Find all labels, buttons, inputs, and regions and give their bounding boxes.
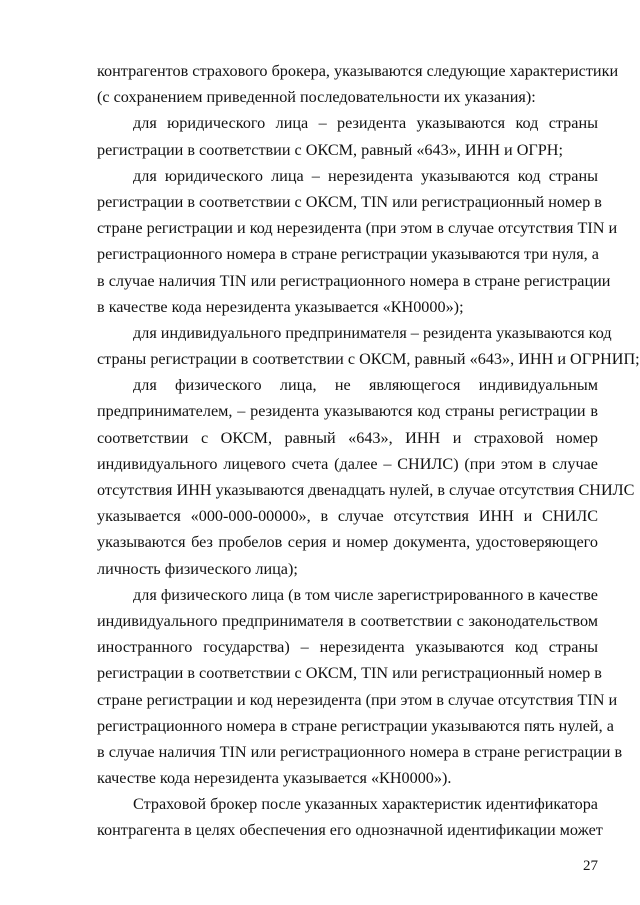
text-line: регистрации в соответствии с ОКСМ, TIN или регистрационный номер в [97,192,602,211]
text-line: регистрационного номера в стране регистрации указываются три нуля, а [97,245,599,264]
text-line: соответствии с ОКСМ, равный «643», ИНН и страховой номер [97,428,598,447]
text-line: иностранного государства) – нерезидента указываются код страны [97,638,598,657]
text-line: регистрации в соответствии с ОКСМ, равный «643», ИНН и ОГРН; [97,140,563,159]
text-line: контрагента в целях обеспечения его однозначной идентификации может [97,821,603,840]
text-line: качестве кода нерезидента указывается «КН0000»). [97,769,452,788]
paragraph-legal-entity-resident [97,110,598,162]
text-line: стране регистрации и код нерезидента (при этом в случае отсутствия TIN и [97,690,618,709]
text-line: регистрации в соответствии с ОКСМ, TIN или регистрационный номер в [97,664,602,683]
paragraph-individual-resident [97,372,635,582]
text-line: личность физического лица); [97,559,298,578]
text-line: для физического лица, не являющегося индивидуальным [133,376,598,395]
text-line: в случае наличия TIN или регистрационного номера в стране регистрации в [97,742,623,761]
text-line: индивидуального лицевого счета (далее – СНИЛС) (при этом в случае [97,454,598,473]
paragraph-individual-nonresident [97,582,623,792]
text-line: отсутствия ИНН указываются двенадцать нулей, в случае отсутствия СНИЛС [97,481,635,499]
text-line: предпринимателем, – резидента указываются код страны регистрации в [97,402,598,421]
text-line: для индивидуального предпринимателя – резидента указываются код [133,323,612,342]
text-line: для физического лица (в том числе зарегистрированного в качестве [133,585,598,604]
text-line: для юридического лица – резидента указываются код страны [133,114,598,133]
text-line: Страховой брокер после указанных характеристик идентификатора [133,795,598,814]
text-line: индивидуального предпринимателя в соответствии с законодательством [97,611,598,630]
page-number: 27 [583,858,598,874]
paragraph-intro [97,58,619,110]
text-line: указывается «000-000-00000», в случае отсутствия ИНН и СНИЛС [97,507,598,526]
text-line: страны регистрации в соответствии с ОКСМ, равный «643», ИНН и ОГРНИП; [97,350,640,369]
text-line: (с сохранением приведенной последовательности их указания): [97,88,536,107]
text-line: указываются без пробелов серия и номер документа, удостоверяющего [97,533,598,552]
paragraph-entrepreneur-resident [97,320,640,372]
text-line: регистрационного номера в стране регистрации указываются пять нулей, а [97,716,614,735]
text-line: в случае наличия TIN или регистрационного номера в стране регистрации [97,271,611,290]
text-line: для юридического лица – нерезидента указываются код страны [133,166,598,185]
document-body [97,58,640,844]
text-line: стране регистрации и код нерезидента (при этом в случае отсутствия TIN и [97,219,618,238]
text-line: контрагентов страхового брокера, указываются следующие характеристики [97,62,619,80]
text-line: в качестве кода нерезидента указывается «КН0000»); [97,297,464,316]
paragraph-broker-identifier [97,791,603,843]
paragraph-legal-entity-nonresident [97,163,618,320]
